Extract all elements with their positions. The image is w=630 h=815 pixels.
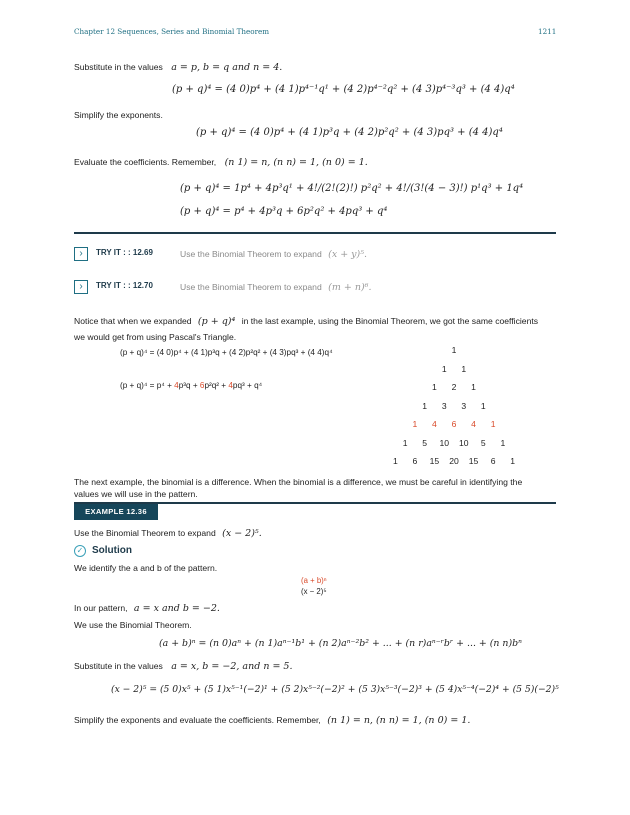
pascal-cell: 1 xyxy=(471,382,476,392)
example-badge: EXAMPLE 12.36 xyxy=(74,504,158,520)
compare-binomial-eq: (p + q)⁴ = (4 0)p⁴ + (4 1)p³q + (4 2)p²q² + (4 3)pq³ + (4 4)q⁴ xyxy=(120,348,333,357)
step3-equation2: (p + q)⁴ = p⁴ + 4p³q + 6p²q² + 4pq³ + q⁴ xyxy=(180,206,388,217)
chevron-right-icon[interactable]: › xyxy=(74,247,88,261)
solution-title: Solution xyxy=(92,545,132,556)
in-pattern-text: In our pattern, a = x and b = −2. xyxy=(74,603,220,614)
pattern-general: (a + b)ⁿ xyxy=(301,576,327,585)
pascal-cell: 6 xyxy=(451,419,457,429)
try-it-prompt: Use the Binomial Theorem to expand (m + n)⁶. xyxy=(180,282,372,293)
step1-text: Substitute in the values a = p, b = q and n = 4. xyxy=(74,62,283,73)
pascal-cell: 10 xyxy=(458,437,469,448)
binomial-theorem-eq: (a + b)ⁿ = (n 0)aⁿ + (n 1)aⁿ⁻¹b¹ + (n 2)aⁿ⁻²b² + ... + (n r)aⁿ⁻ʳbʳ + ... + (n n)bⁿ xyxy=(159,638,522,649)
pascal-cell: 1 xyxy=(451,345,457,355)
identify-text: We identify the a and b of the pattern. xyxy=(74,563,218,573)
chapter-header: Chapter 12 Sequences, Series and Binomial Theorem xyxy=(74,27,270,36)
pascal-cell: 5 xyxy=(480,437,486,448)
check-circle-icon: ✓ xyxy=(74,545,86,557)
step3-text: Evaluate the coefficients. Remember, (n 1) = n, (n n) = 1, (n 0) = 1. xyxy=(74,157,368,168)
pascal-cell: 1 xyxy=(480,400,486,411)
pascal-cell: 5 xyxy=(422,437,428,448)
page-number: 1211 xyxy=(538,27,557,36)
pascal-cell: 3 xyxy=(441,400,447,411)
substitute-text: Substitute in the values a = x, b = −2, and n = 5. xyxy=(74,661,293,672)
step1-values: a = p, b = q and n = 4. xyxy=(171,62,283,73)
try-it-12-69 xyxy=(74,247,556,261)
step1-equation: (p + q)⁴ = (4 0)p⁴ + (4 1)p⁴⁻¹q¹ + (4 2)p⁴⁻²q² + (4 3)p⁴⁻³q³ + (4 4)q⁴ xyxy=(172,84,515,95)
pascal-cell: 20 xyxy=(449,456,459,466)
try-it-label: TRY IT : : 12.69 xyxy=(96,248,153,257)
step3-equation1: (p + q)⁴ = 1p⁴ + 4p³q¹ + 4!/(2!(2)!) p²q² + 4!/(3!(4 − 3)!) p¹q³ + 1q⁴ xyxy=(180,183,524,194)
simplify-text: Simplify the exponents and evaluate the coefficients. Remember, (n 1) = n, (n n) = 1, (n 0) = 1. xyxy=(74,715,471,726)
pascal-cell: 1 xyxy=(412,419,418,429)
pascal-cell: 3 xyxy=(461,400,467,411)
step2-text: Simplify the exponents. xyxy=(74,110,163,120)
step3-remember: (n 1) = n, (n n) = 1, (n 0) = 1. xyxy=(224,157,368,168)
step2-equation: (p + q)⁴ = (4 0)p⁴ + (4 1)p³q + (4 2)p²q² + (4 3)pq³ + (4 4)q⁴ xyxy=(196,127,503,138)
try-it-divider xyxy=(74,232,556,234)
compare-pascal-eq: (p + q)⁴ = p⁴ + 4p³q + 6p²q² + 4pq³ + q⁴ xyxy=(120,381,263,390)
try-it-prompt: Use the Binomial Theorem to expand (x + y)⁵. xyxy=(180,249,368,260)
pascal-cell: 4 xyxy=(432,419,437,429)
pascal-cell: 6 xyxy=(490,456,496,466)
pascal-cell: 2 xyxy=(451,382,457,392)
notice-line2: we would get from using Pascal's Triangle. xyxy=(74,332,237,342)
pascal-cell: 1 xyxy=(422,400,428,411)
pascal-cell: 15 xyxy=(429,456,440,466)
pascal-cell: 6 xyxy=(412,456,418,466)
pascal-cell: 1 xyxy=(441,363,447,374)
pattern-specific: (x − 2)⁵ xyxy=(301,587,327,596)
expansion-eq: (x − 2)⁵ = (5 0)x⁵ + (5 1)x⁵⁻¹(−2)¹ + (5 2)x⁵⁻²(−2)² + (5 3)x⁵⁻³(−2)³ + (5 4)x⁵⁻⁴(−2)⁴ + (5 5)(−2)⁵ xyxy=(111,684,559,695)
pascal-cell: 1 xyxy=(432,382,437,392)
pascal-cell: 1 xyxy=(461,363,467,374)
difference-note-line2: values we will use in the pattern. xyxy=(74,489,198,499)
pascal-cell: 1 xyxy=(392,456,398,466)
use-theorem-text: We use the Binomial Theorem. xyxy=(74,620,192,630)
pascal-cell: 1 xyxy=(490,419,496,429)
notice-line1: Notice that when we expanded (p + q)⁴ in the last example, using the Binomial Theorem, we got the same coefficients xyxy=(74,316,539,327)
pascal-cell: 4 xyxy=(471,419,476,429)
pascal-cell: 1 xyxy=(500,437,506,448)
try-it-12-70 xyxy=(74,280,556,294)
try-it-label: TRY IT : : 12.70 xyxy=(96,281,153,290)
pascal-cell: 10 xyxy=(439,437,449,448)
pascal-cell: 1 xyxy=(510,456,516,466)
pascal-cell: 15 xyxy=(468,456,479,466)
example-prompt: Use the Binomial Theorem to expand (x − 2)⁵. xyxy=(74,528,262,539)
difference-note-line1: The next example, the binomial is a difference. When the binomial is a difference, we must be careful in identifying the xyxy=(74,477,523,487)
pascal-cell: 1 xyxy=(402,437,408,448)
chevron-right-icon[interactable]: › xyxy=(74,280,88,294)
